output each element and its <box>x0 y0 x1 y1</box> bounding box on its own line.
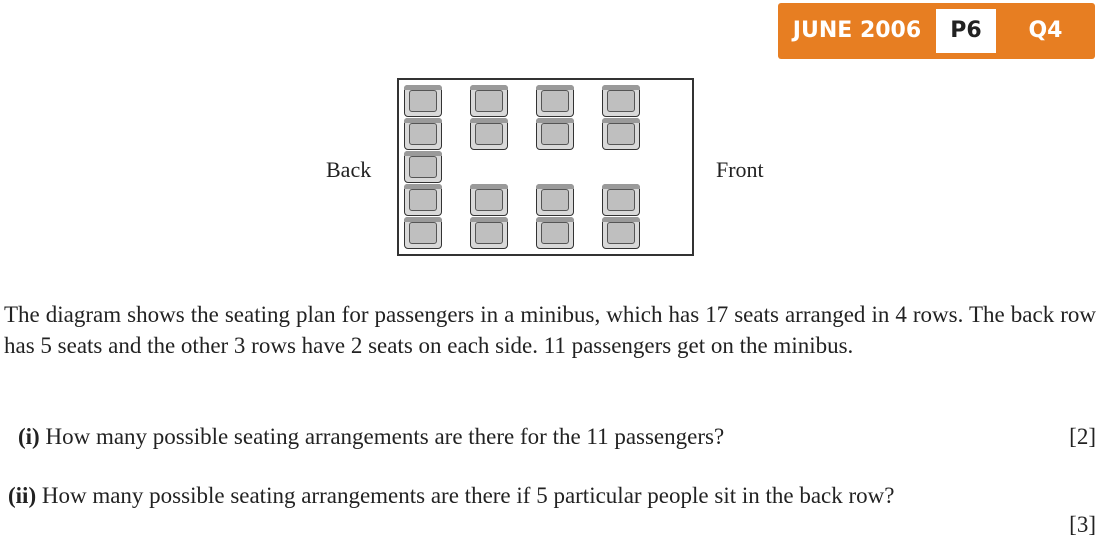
question-part-i <box>18 421 724 452</box>
seat-row3-top-1 <box>536 85 574 117</box>
seat-row3-top-2 <box>536 118 574 150</box>
seat-row2-top-2 <box>470 118 508 150</box>
part-i-marks: [2] <box>1069 424 1096 449</box>
seat-row2-top-1 <box>470 85 508 117</box>
exam-paper-label: P6 <box>936 9 996 53</box>
part-ii-text: How many possible seating arrangements are there if 5 particular people sit in the back row? <box>41 483 895 508</box>
seat-row2-bottom-2 <box>470 217 508 249</box>
part-i-text: How many possible seating arrangements are there for the 11 passengers? <box>45 424 725 449</box>
seat-row4-bottom-1 <box>602 184 640 216</box>
seat-back-4 <box>404 184 442 216</box>
part-i-number: (i) <box>18 424 40 449</box>
seat-back-1 <box>404 85 442 117</box>
exam-session-label: JUNE 2006 <box>792 18 922 43</box>
seat-row3-bottom-1 <box>536 184 574 216</box>
seat-back-2 <box>404 118 442 150</box>
minibus-seating-diagram <box>397 78 694 256</box>
seat-back-5 <box>404 217 442 249</box>
seat-row4-top-2 <box>602 118 640 150</box>
front-label: Front <box>716 157 764 182</box>
exam-reference-tag <box>778 3 1095 59</box>
seat-row3-bottom-2 <box>536 217 574 249</box>
seat-row4-bottom-2 <box>602 217 640 249</box>
back-label: Back <box>326 157 372 182</box>
part-ii-marks: [3] <box>1069 512 1096 537</box>
seat-row2-bottom-1 <box>470 184 508 216</box>
question-intro: The diagram shows the seating plan for passengers in a minibus, which has 17 seats arranged in 4 rows. The back row has 5 seats and the other 3 rows have 2 seats on each side. 11 passengers get on the minibus. <box>4 302 1096 358</box>
part-ii-number: (ii) <box>8 483 37 508</box>
seat-row4-top-1 <box>602 85 640 117</box>
question-part-ii <box>8 480 894 511</box>
exam-question-label: Q4 <box>1028 18 1063 43</box>
seat-back-3 <box>404 151 442 183</box>
